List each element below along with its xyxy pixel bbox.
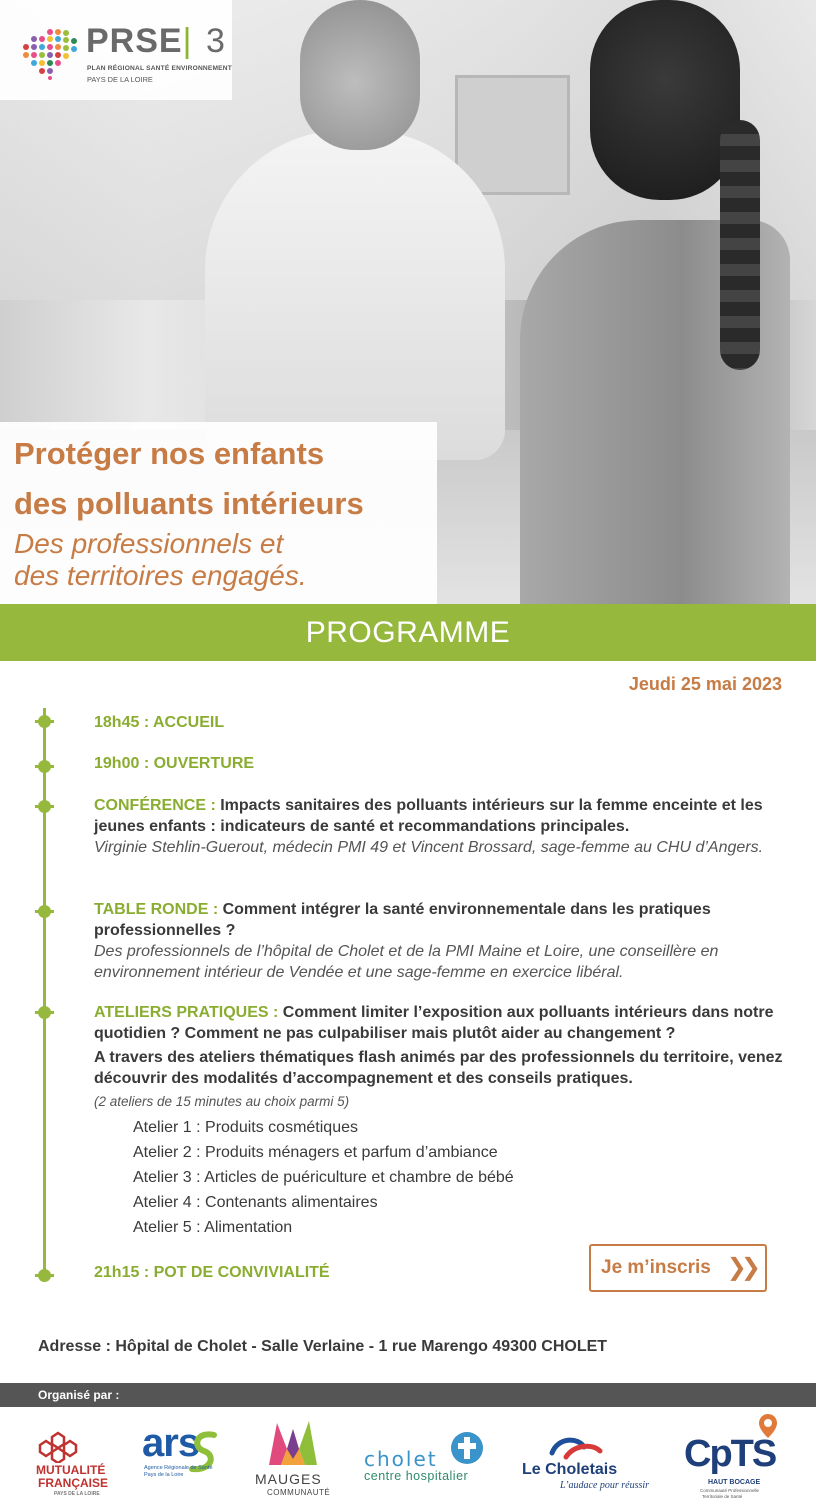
prse-logo-title: PRSE|	[86, 22, 193, 60]
timeline-dot	[38, 715, 51, 728]
event-address: Adresse : Hôpital de Cholet - Salle Verlaine - 1 rue Marengo 49300 CHOLET	[38, 1338, 608, 1355]
subtitle-line-1: Des professionnels et	[14, 528, 284, 559]
agenda-label: ATELIERS PRATIQUES :	[94, 1004, 279, 1021]
cholet-hospital-logo	[360, 1407, 500, 1509]
agenda-title: Comment intégrer la santé environnementale dans les pratiques professionnelles ?	[94, 901, 711, 939]
timeline-dot	[38, 800, 51, 813]
ars-logo	[142, 1407, 232, 1509]
timeline-dot	[38, 1006, 51, 1019]
ateliers-list	[133, 1115, 514, 1240]
cpts-haut-bocage-logo	[682, 1407, 792, 1509]
cpts-line1: HAUT BOCAGE	[708, 1479, 761, 1486]
list-item: Atelier 4 : Contenants alimentaires	[133, 1194, 378, 1211]
hero-doctor	[205, 130, 505, 460]
title-box	[0, 422, 437, 604]
agenda-label: TABLE RONDE :	[94, 901, 219, 918]
agenda-ateliers	[94, 1002, 784, 1112]
choletais-line2: L’audace pour réussir	[560, 1480, 650, 1491]
list-item: Atelier 3 : Articles de puériculture et chambre de bébé	[133, 1169, 514, 1186]
le-choletais-logo	[520, 1407, 660, 1509]
mutualite-francaise-logo	[28, 1407, 118, 1509]
timeline-dot	[38, 1269, 51, 1282]
cholet-hospital-line1: cholet	[364, 1447, 438, 1471]
agenda-time: 21h15 : POT DE CONVIVIALITÉ	[94, 1264, 330, 1281]
timeline-dot	[38, 760, 51, 773]
agenda-title: Comment limiter l’exposition aux polluants intérieurs dans notre quotidien ? Comment ne pas culpabiliser mais plutôt aider au changement ?	[94, 1004, 774, 1042]
ars-line2: Pays de la Loire	[144, 1472, 184, 1478]
hospital-cross-icon	[450, 1431, 484, 1465]
prse-logo	[0, 0, 232, 100]
mutualite-line1: MUTUALITÉ	[36, 1463, 106, 1477]
agenda-speakers: Des professionnels de l’hôpital de Cholet et de la PMI Maine et Loire, une conseillère en environnement intérieur de Vendée et une sage-femme en exercice libéral.	[94, 943, 719, 981]
prse-logo-number: 3	[206, 22, 225, 60]
agenda-accueil	[94, 712, 784, 733]
ars-line1: Agence Régionale de Santé	[144, 1465, 213, 1471]
hero-patient-head	[590, 0, 740, 200]
title-line-2: des polluants intérieurs	[14, 486, 364, 521]
cholet-hospital-line2: centre hospitalier	[364, 1469, 469, 1483]
agenda-note: (2 ateliers de 15 minutes au choix parmi 5)	[94, 1094, 350, 1109]
timeline-dot	[38, 905, 51, 918]
hero-photo	[0, 0, 816, 604]
list-item: Atelier 2 : Produits ménagers et parfum d’ambiance	[133, 1144, 498, 1161]
cpts-line3: Territoriale de Santé	[702, 1494, 743, 1499]
agenda-conference	[94, 795, 784, 858]
organizers-label: Organisé par :	[0, 1383, 816, 1407]
register-button[interactable]	[589, 1244, 767, 1292]
register-button-label: Je m’inscris	[601, 1257, 711, 1278]
mutualite-hexagons-icon	[30, 1427, 90, 1463]
mauges-line1: MAUGES	[255, 1471, 322, 1487]
title-line-1: Protéger nos enfants	[14, 436, 325, 471]
agenda-speakers: Virginie Stehlin-Guerout, médecin PMI 49 et Vincent Brossard, sage-femme au CHU d’Angers.	[94, 839, 764, 856]
agenda-description: A travers des ateliers thématiques flash animés par des professionnels du territoire, venez découvrir des modalités d’accompagnement et des conseils pratiques.	[94, 1049, 783, 1087]
mauges-communaute-logo	[253, 1407, 333, 1509]
choletais-line1: Le Choletais	[522, 1461, 618, 1478]
agenda-time: 19h00 : OUVERTURE	[94, 755, 255, 772]
agenda-time: 18h45 : ACCUEIL	[94, 714, 225, 731]
agenda-label: CONFÉRENCE :	[94, 797, 216, 814]
programme-banner: PROGRAMME	[0, 604, 816, 661]
agenda-table-ronde	[94, 899, 784, 983]
ars-name: ars	[142, 1421, 200, 1465]
timeline-line	[43, 708, 46, 1280]
hero-doctor-head	[300, 0, 420, 150]
mutualite-line3: PAYS DE LA LOIRE	[54, 1491, 100, 1497]
organizer-logos	[0, 1407, 816, 1509]
hero-braid	[720, 120, 760, 370]
mauges-line2: COMMUNAUTÉ	[267, 1488, 331, 1497]
list-item: Atelier 1 : Produits cosmétiques	[133, 1119, 358, 1136]
subtitle-line-2: des territoires engagés.	[14, 560, 307, 591]
double-chevron-right-icon: ❯❯	[726, 1254, 755, 1281]
mutualite-line2: FRANÇAISE	[38, 1476, 109, 1490]
cpts-name: CpTS	[684, 1433, 776, 1475]
cpts-line2: Communauté Professionnelle	[700, 1488, 760, 1493]
prse-logo-subtitle: PLAN RÉGIONAL SANTÉ ENVIRONNEMENT	[87, 65, 232, 72]
agenda-ouverture	[94, 753, 784, 774]
prse-dots-icon	[20, 28, 82, 80]
agenda-title: Impacts sanitaires des polluants intérieurs sur la femme enceinte et les jeunes enfants : indicateurs de santé et recommandations principales.	[94, 797, 763, 835]
list-item: Atelier 5 : Alimentation	[133, 1219, 293, 1236]
hero-monitor	[455, 75, 570, 195]
mauges-m-icon	[267, 1419, 319, 1467]
event-date: Jeudi 25 mai 2023	[628, 674, 782, 694]
choletais-swirl-icon	[548, 1435, 604, 1461]
prse-logo-region: PAYS DE LA LOIRE	[87, 75, 153, 84]
